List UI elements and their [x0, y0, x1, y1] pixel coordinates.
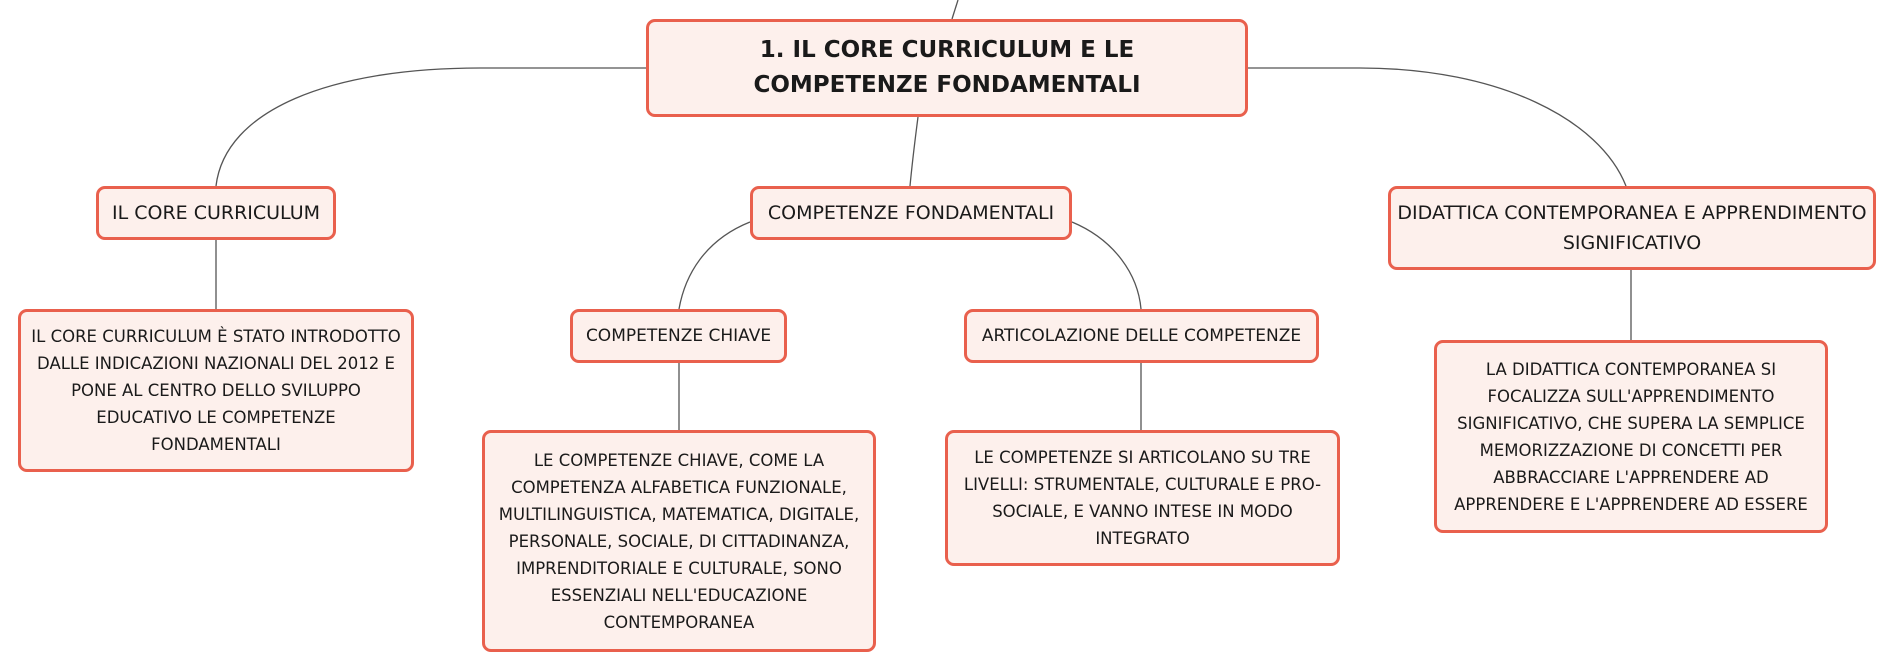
connector-competenze-to-chiave [679, 222, 750, 309]
node-didattica-contemporanea-detail-text: LA DIDATTICA CONTEMPORANEA SI FOCALIZZA SULL'APPRENDIMENTO SIGNIFICATIVO, CHE SUPERA LA SEMPLICE MEMORIZZAZIONE DI CONCETTI PER ABBRACCIARE L'APPRENDERE AD APPRENDERE E L'APPRENDERE AD ESSERE [1454, 359, 1808, 514]
node-competenze-chiave-label: COMPETENZE CHIAVE [585, 325, 772, 346]
node-articolazione-competenze-label: ARTICOLAZIONE DELLE COMPETENZE [981, 325, 1302, 346]
root-node[interactable] [646, 19, 1248, 117]
node-didattica-contemporanea-label: DIDATTICA CONTEMPORANEA E APPRENDIMENTO SIGNIFICATIVO [1397, 202, 1867, 254]
node-articolazione-competenze[interactable] [964, 309, 1319, 363]
connector-root-to-competenze [910, 117, 918, 186]
root-node-title: 1. IL CORE CURRICULUM E LE COMPETENZE FONDAMENTALI [753, 37, 1141, 98]
node-competenze-fondamentali[interactable] [750, 186, 1072, 240]
node-core-curriculum[interactable] [96, 186, 336, 240]
node-didattica-contemporanea[interactable] [1388, 186, 1876, 270]
connector-root-to-didattica [1248, 68, 1626, 186]
node-core-curriculum-label: IL CORE CURRICULUM [112, 202, 320, 224]
node-competenze-chiave[interactable] [570, 309, 787, 363]
node-articolazione-competenze-detail[interactable] [945, 430, 1340, 566]
connector-competenze-to-articolazione [1072, 222, 1141, 309]
node-core-curriculum-detail-text: IL CORE CURRICULUM È STATO INTRODOTTO DALLE INDICAZIONI NAZIONALI DEL 2012 E PONE AL CENTRO DELLO SVILUPPO EDUCATIVO LE COMPETENZE FONDAMENTALI [31, 327, 401, 454]
node-competenze-chiave-detail[interactable] [482, 430, 876, 652]
node-competenze-chiave-detail-text: LE COMPETENZE CHIAVE, COME LA COMPETENZA ALFABETICA FUNZIONALE, MULTILINGUISTICA, MATEMATICA, DIGITALE, PERSONALE, SOCIALE, DI CITTADINANZA, IMPRENDITORIALE E CULTURALE, SONO ESSENZIALI NELL'EDUCAZIONE CONTEMPORANEA [498, 450, 860, 632]
connector-root-to-core [216, 68, 646, 186]
node-competenze-fondamentali-label: COMPETENZE FONDAMENTALI [767, 202, 1055, 224]
connector-root-up [952, 0, 958, 19]
node-didattica-contemporanea-detail[interactable] [1434, 340, 1828, 533]
node-articolazione-competenze-detail-text: LE COMPETENZE SI ARTICOLANO SU TRE LIVELLI: STRUMENTALE, CULTURALE E PRO-SOCIALE, E VANNO INTESE IN MODO INTEGRATO [963, 448, 1322, 548]
node-core-curriculum-detail[interactable] [18, 309, 414, 472]
